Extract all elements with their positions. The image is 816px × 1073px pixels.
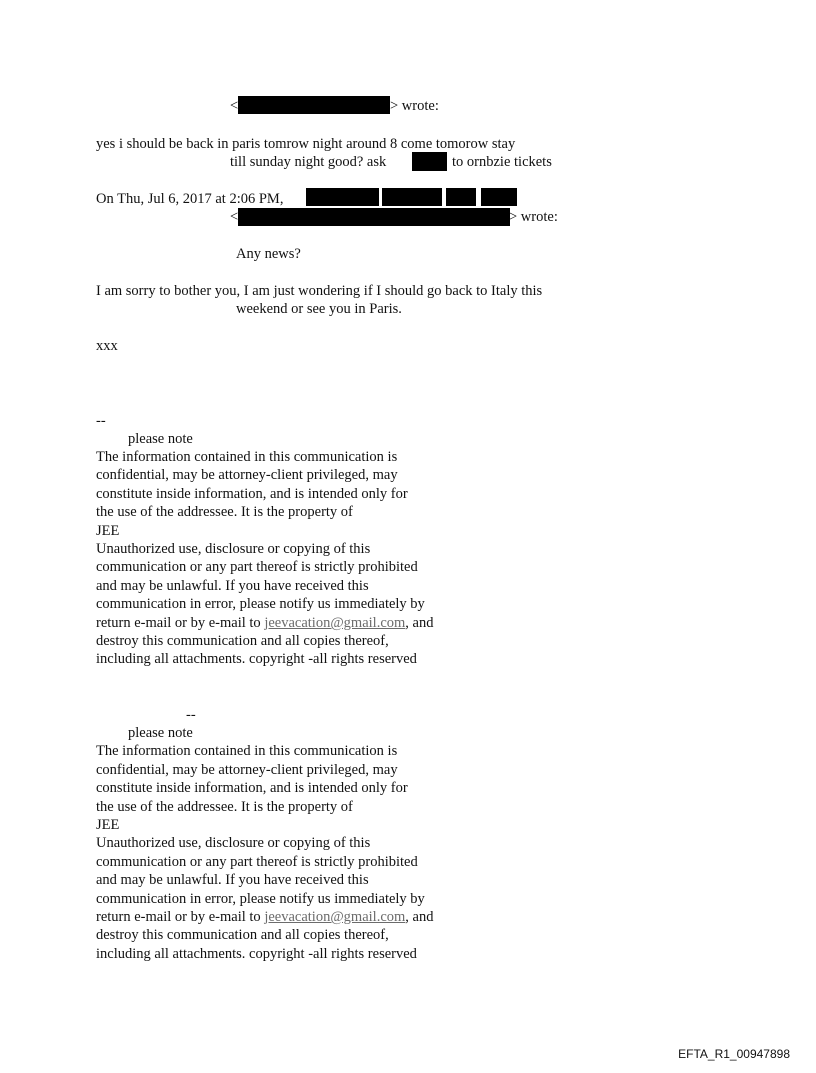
redaction-box — [238, 96, 390, 114]
disclaimer-line: communication or any part thereof is strictly prohibited — [96, 854, 418, 870]
disclaimer-line: communication in error, please notify us immediately by — [96, 596, 425, 612]
disclaimer-line: JEE — [96, 817, 120, 833]
disclaimer-line: Unauthorized use, disclosure or copying of this — [96, 541, 371, 557]
attribution-line: On Thu, Jul 6, 2017 at 2:06 PM, — [96, 191, 284, 207]
reply-header-wrote: > wrote: — [390, 98, 439, 114]
email-link[interactable]: jeevacation@gmail.com — [264, 615, 406, 631]
disclaimer-note: please note — [128, 431, 193, 447]
disclaimer-line: including all attachments. copyright -all rights reserved — [96, 651, 417, 667]
any-news: Any news? — [236, 246, 301, 262]
disclaimer-email-line — [96, 614, 433, 632]
message2-line1: I am sorry to bother you, I am just wondering if I should go back to Italy this — [96, 283, 543, 299]
signoff: xxx — [96, 338, 118, 354]
disclaimer-line: JEE — [96, 523, 120, 539]
email-prefix: return e-mail or by e-mail to — [96, 615, 265, 631]
email-suffix: , and — [405, 615, 434, 631]
redaction-box — [481, 188, 517, 206]
email-link[interactable]: jeevacation@gmail.com — [264, 909, 406, 925]
disclaimer-email-line — [96, 908, 433, 926]
disclaimer-line: destroy this communication and all copies thereof, — [96, 633, 389, 649]
redaction-box — [412, 152, 447, 171]
redaction-box — [306, 188, 379, 206]
disclaimer-line: destroy this communication and all copies thereof, — [96, 927, 389, 943]
disclaimer-line: confidential, may be attorney-client privileged, may — [96, 467, 398, 483]
disclaimer-line: constitute inside information, and is intended only for — [96, 486, 408, 502]
disclaimer-line: including all attachments. copyright -all rights reserved — [96, 946, 417, 962]
disclaimer-line: confidential, may be attorney-client privileged, may — [96, 762, 398, 778]
message2-line2: weekend or see you in Paris. — [236, 301, 402, 317]
attribution-wrote: > wrote: — [509, 209, 558, 225]
message1-line2a: till sunday night good? ask — [230, 154, 387, 170]
disclaimer-note: please note — [128, 725, 193, 741]
disclaimer-dash: -- — [186, 707, 196, 723]
disclaimer-line: The information contained in this communication is — [96, 449, 398, 465]
document-id: EFTA_R1_00947898 — [678, 1047, 790, 1061]
disclaimer-dash: -- — [96, 413, 106, 429]
redaction-box — [238, 208, 510, 226]
message1-line1: yes i should be back in paris tomrow night around 8 come tomorow stay — [96, 136, 516, 152]
disclaimer-line: the use of the addressee. It is the property of — [96, 799, 353, 815]
email-suffix: , and — [405, 909, 434, 925]
redaction-box — [446, 188, 476, 206]
reply-header-lt: < — [230, 98, 239, 114]
disclaimer-line: the use of the addressee. It is the property of — [96, 504, 353, 520]
email-prefix: return e-mail or by e-mail to — [96, 909, 265, 925]
disclaimer-line: Unauthorized use, disclosure or copying of this — [96, 835, 371, 851]
disclaimer-line: and may be unlawful. If you have received this — [96, 578, 369, 594]
message1-line2b: to ornbzie tickets — [452, 154, 552, 170]
redaction-box — [382, 188, 442, 206]
attribution-lt: < — [230, 209, 239, 225]
disclaimer-line: and may be unlawful. If you have received this — [96, 872, 369, 888]
disclaimer-line: communication or any part thereof is strictly prohibited — [96, 559, 418, 575]
disclaimer-line: The information contained in this communication is — [96, 743, 398, 759]
disclaimer-line: communication in error, please notify us immediately by — [96, 891, 425, 907]
disclaimer-line: constitute inside information, and is intended only for — [96, 780, 408, 796]
